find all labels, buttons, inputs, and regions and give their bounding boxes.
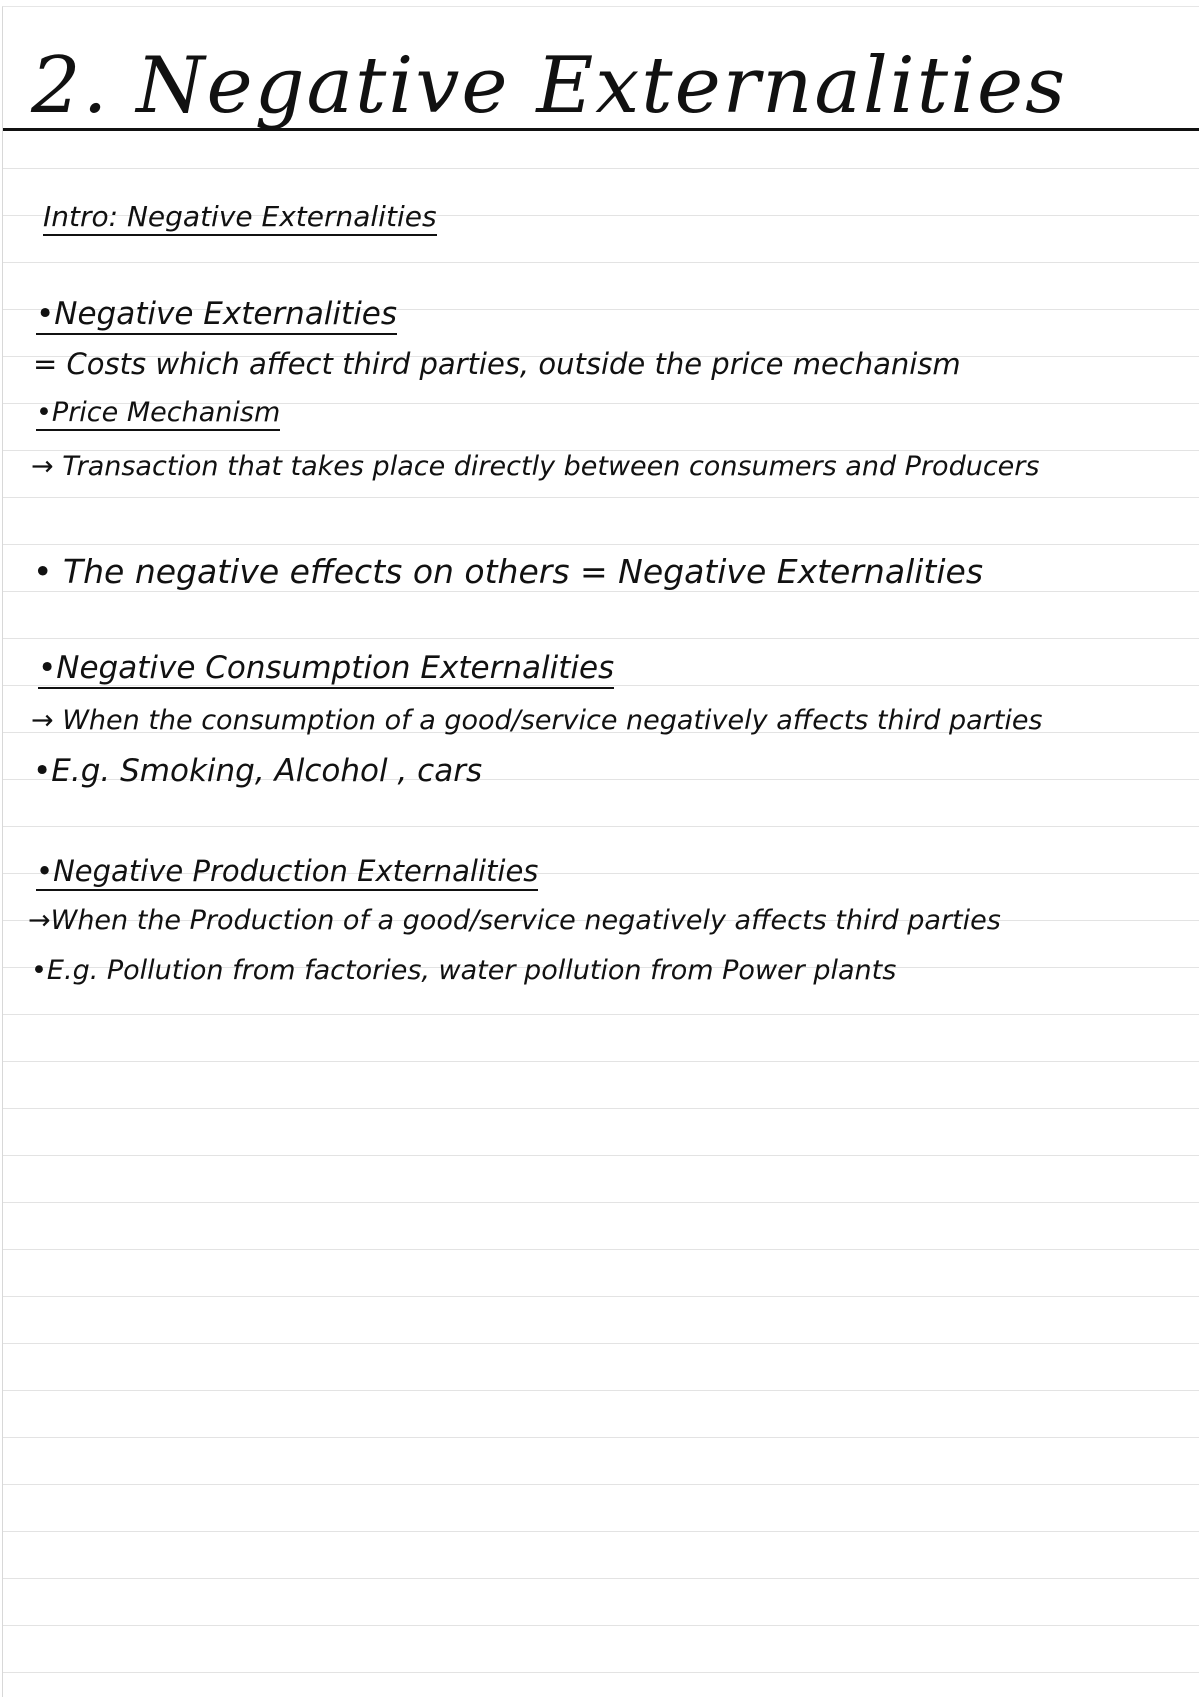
ruled-line	[3, 544, 1199, 545]
production-externalities-definition: →When the Production of a good/service negatively affects third parties	[28, 905, 1001, 936]
ruled-line	[3, 1202, 1199, 1203]
intro-heading: Intro: Negative Externalities	[43, 203, 437, 236]
ruled-line	[3, 1296, 1199, 1297]
ruled-line	[3, 1578, 1199, 1579]
ruled-line	[3, 1249, 1199, 1250]
ruled-line	[3, 1531, 1199, 1532]
ruled-line	[3, 1484, 1199, 1485]
consumption-externalities-heading: •Negative Consumption Externalities	[38, 653, 614, 689]
production-externalities-example: •E.g. Pollution from factories, water pollution from Power plants	[31, 955, 897, 986]
price-mechanism-heading: •Price Mechanism	[36, 399, 280, 431]
production-externalities-heading: •Negative Production Externalities	[36, 857, 538, 891]
ruled-line	[3, 1061, 1199, 1062]
title-underline	[3, 128, 1199, 131]
summary-note: • The negative effects on others = Negative Externalities	[33, 552, 984, 591]
negative-externalities-definition: = Costs which affect third parties, outside the price mechanism	[33, 347, 961, 381]
ruled-line	[3, 1625, 1199, 1626]
ruled-line	[3, 1437, 1199, 1438]
consumption-externalities-example: •E.g. Smoking, Alcohol , cars	[33, 753, 483, 789]
ruled-line	[3, 1155, 1199, 1156]
ruled-line	[3, 1343, 1199, 1344]
price-mechanism-definition: → Transaction that takes place directly between consumers and Producers	[31, 451, 1040, 482]
ruled-line	[3, 1672, 1199, 1673]
ruled-line	[3, 1014, 1199, 1015]
ruled-line	[3, 638, 1199, 639]
ruled-line	[3, 591, 1199, 592]
ruled-line	[3, 1108, 1199, 1109]
negative-externalities-heading: •Negative Externalities	[36, 299, 397, 335]
page-title: 2. Negative Externalities	[31, 41, 1068, 131]
ruled-line	[3, 497, 1199, 498]
ruled-line	[3, 262, 1199, 263]
ruled-line	[3, 1390, 1199, 1391]
notebook-page	[2, 6, 1199, 1697]
ruled-line	[3, 826, 1199, 827]
ruled-line	[3, 168, 1199, 169]
consumption-externalities-definition: → When the consumption of a good/service negatively affects third parties	[31, 705, 1043, 736]
